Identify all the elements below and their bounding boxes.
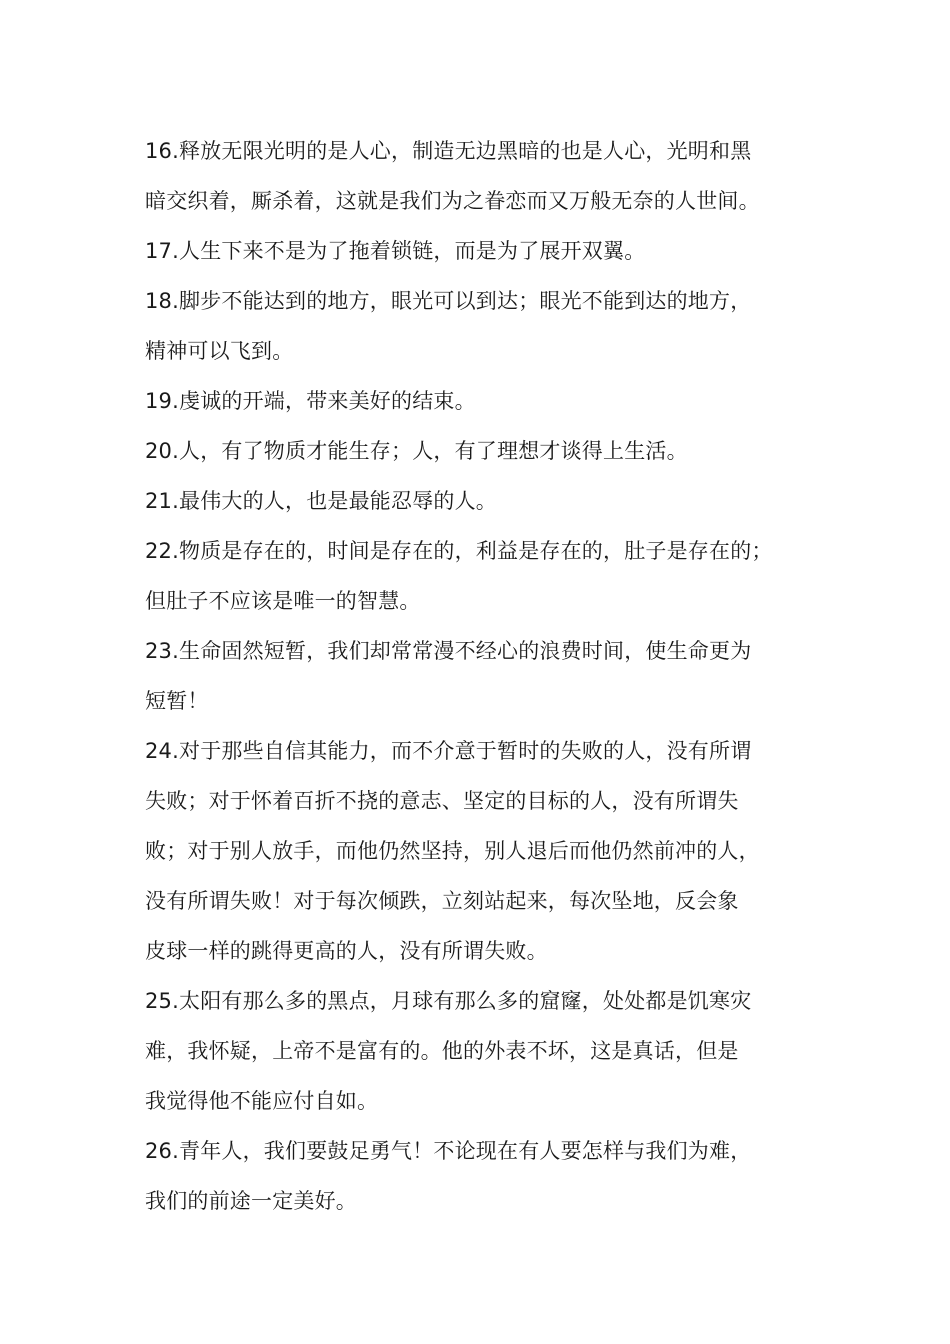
text-line: 败；对于别人放手，而他仍然坚持，别人退后而他仍然前冲的人， — [145, 839, 760, 863]
text-line: 17.人生下来不是为了拖着锁链，而是为了展开双翼。 — [145, 239, 646, 263]
text-line: 短暂！ — [145, 689, 209, 713]
text-line: 21.最伟大的人，也是最能忍辱的人。 — [145, 489, 497, 513]
quote-text-block — [145, 126, 835, 1226]
text-line: 我们的前途一定美好。 — [145, 1189, 357, 1213]
text-line: 暗交织着，厮杀着，这就是我们为之眷恋而又万般无奈的人世间。 — [145, 189, 760, 213]
text-line: 16.释放无限光明的是人心，制造无边黑暗的也是人心，光明和黑 — [145, 139, 752, 163]
text-line: 失败；对于怀着百折不挠的意志、坚定的目标的人，没有所谓失 — [145, 789, 739, 813]
text-line: 难，我怀疑，上帝不是富有的。他的外表不坏，这是真话，但是 — [145, 1039, 739, 1063]
text-line: 25.太阳有那么多的黑点，月球有那么多的窟窿，处处都是饥寒灾 — [145, 989, 752, 1013]
text-line: 精神可以飞到。 — [145, 339, 294, 363]
text-line: 18.脚步不能达到的地方，眼光可以到达；眼光不能到达的地方， — [145, 289, 752, 313]
text-line: 皮球一样的跳得更高的人，没有所谓失败。 — [145, 939, 548, 963]
text-line: 26.青年人，我们要鼓足勇气！不论现在有人要怎样与我们为难， — [145, 1139, 752, 1163]
text-line: 我觉得他不能应付自如。 — [145, 1089, 379, 1113]
text-line: 没有所谓失败！对于每次倾跌，立刻站起来，每次坠地，反会象 — [145, 889, 739, 913]
text-line: 22.物质是存在的，时间是存在的，利益是存在的，肚子是存在的； — [145, 539, 773, 563]
text-line: 19.虔诚的开端，带来美好的结束。 — [145, 389, 476, 413]
text-line: 24.对于那些自信其能力，而不介意于暂时的失败的人，没有所谓 — [145, 739, 752, 763]
text-line: 20.人，有了物质才能生存；人，有了理想才谈得上生活。 — [145, 439, 688, 463]
text-line: 但肚子不应该是唯一的智慧。 — [145, 589, 421, 613]
text-line: 23.生命固然短暂，我们却常常漫不经心的浪费时间，使生命更为 — [145, 639, 752, 663]
